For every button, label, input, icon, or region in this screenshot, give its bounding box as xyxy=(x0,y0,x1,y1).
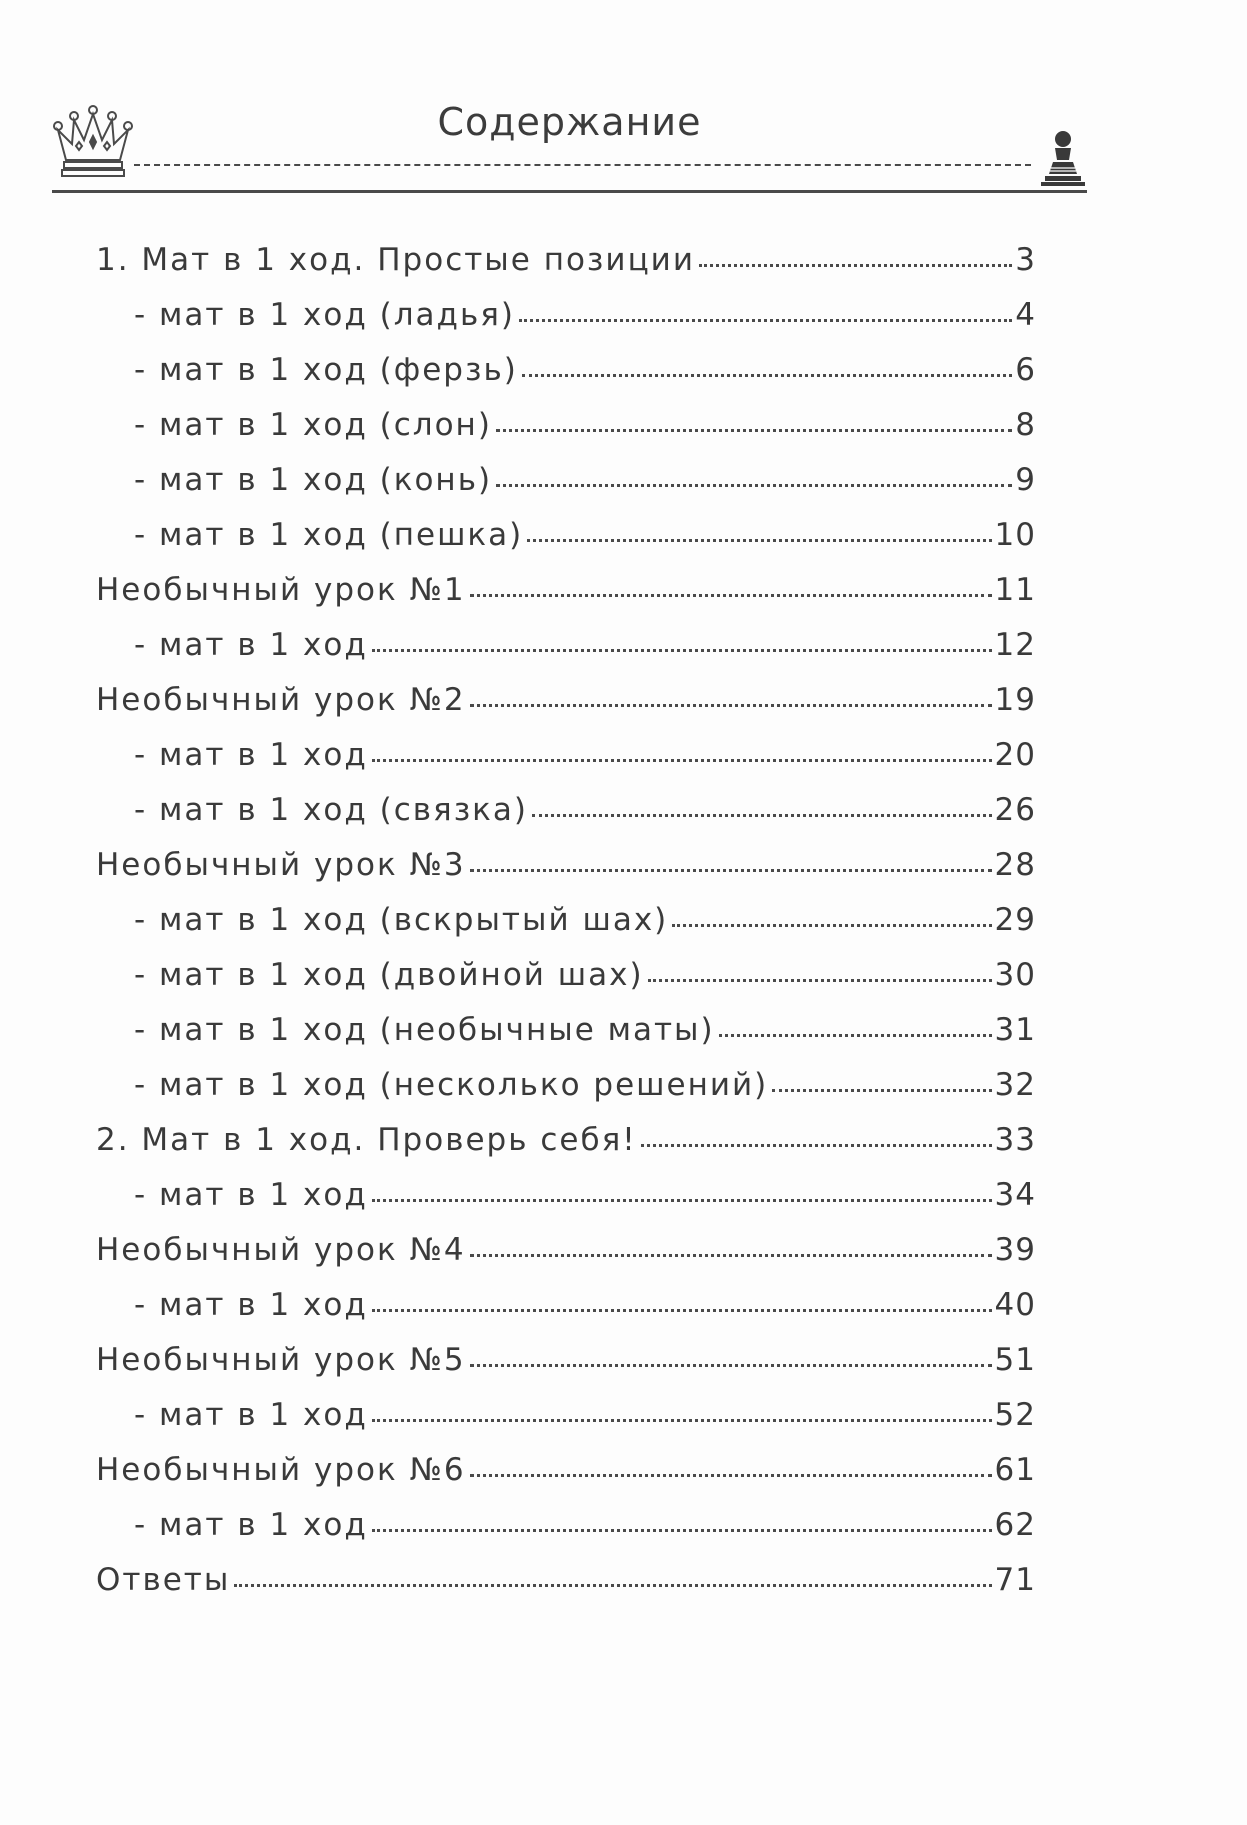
toc-dot-leader xyxy=(496,429,1012,432)
toc-dot-leader xyxy=(641,1144,992,1147)
toc-subentry[interactable] xyxy=(96,407,1036,462)
toc-subentry[interactable] xyxy=(96,517,1036,572)
toc-dot-leader xyxy=(470,1254,992,1257)
toc-entry[interactable] xyxy=(96,847,1036,902)
toc-dot-leader xyxy=(532,814,992,817)
toc-subentry[interactable] xyxy=(96,462,1036,517)
toc-subentry[interactable] xyxy=(96,902,1036,957)
pawn-icon xyxy=(1039,130,1087,186)
toc-dot-leader xyxy=(470,869,992,872)
toc-entry-title: - мат в 1 ход (ладья) xyxy=(134,297,515,333)
toc-entry[interactable] xyxy=(96,1232,1036,1287)
toc-page-number: 33 xyxy=(994,1122,1036,1158)
toc-entry-title: - мат в 1 ход (вскрытый шах) xyxy=(134,902,669,938)
toc-page-number: 39 xyxy=(994,1232,1036,1268)
toc-subentry[interactable] xyxy=(96,1397,1036,1452)
toc-subentry[interactable] xyxy=(96,1012,1036,1067)
toc-entry-title: - мат в 1 ход (пешка) xyxy=(134,517,524,553)
toc-subentry[interactable] xyxy=(96,1507,1036,1562)
toc-entry-title: - мат в 1 ход (двойной шах) xyxy=(134,957,644,993)
toc-entry-title: - мат в 1 ход (слон) xyxy=(134,407,492,443)
toc-dot-leader xyxy=(372,1199,992,1202)
toc-entry-title: - мат в 1 ход xyxy=(134,1287,368,1323)
toc-dot-leader xyxy=(699,264,1012,267)
toc-entry[interactable] xyxy=(96,572,1036,627)
toc-dot-leader xyxy=(522,374,1012,377)
toc-page-number: 20 xyxy=(994,737,1036,773)
toc-entry-title: Ответы xyxy=(96,1562,231,1598)
toc-page-number: 12 xyxy=(994,627,1036,663)
header-solid-rule xyxy=(52,190,1087,193)
toc-page-number: 3 xyxy=(1015,242,1036,278)
toc-page-number: 9 xyxy=(1015,462,1036,498)
toc-dot-leader xyxy=(772,1089,991,1092)
toc-page-number: 19 xyxy=(994,682,1036,718)
toc-subentry[interactable] xyxy=(96,792,1036,847)
toc-subentry[interactable] xyxy=(96,957,1036,1012)
toc-page-number: 26 xyxy=(994,792,1036,828)
toc-page-number: 6 xyxy=(1015,352,1036,388)
toc-entry[interactable] xyxy=(96,682,1036,737)
toc-entry-title: 1. Мат в 1 ход. Простые позиции xyxy=(96,242,695,278)
toc-dot-leader xyxy=(372,1419,992,1422)
toc-entry-title: - мат в 1 ход xyxy=(134,737,368,773)
toc-page-number: 32 xyxy=(994,1067,1036,1103)
toc-page-number: 11 xyxy=(994,572,1036,608)
toc-page-number: 10 xyxy=(994,517,1036,553)
toc-dot-leader xyxy=(496,484,1012,487)
toc-page-number: 71 xyxy=(994,1562,1036,1598)
toc-dot-leader xyxy=(372,1309,992,1312)
toc-dot-leader xyxy=(648,979,992,982)
toc-dot-leader xyxy=(470,594,992,597)
toc-dot-leader xyxy=(234,1584,991,1587)
toc-page-number: 28 xyxy=(994,847,1036,883)
table-of-contents xyxy=(96,242,1036,1617)
toc-page-number: 8 xyxy=(1015,407,1036,443)
toc-dot-leader xyxy=(372,1529,992,1532)
toc-subentry[interactable] xyxy=(96,1287,1036,1342)
toc-entry-title: Необычный урок №3 xyxy=(96,847,466,883)
toc-entry[interactable] xyxy=(96,1342,1036,1397)
toc-entry-title: - мат в 1 ход (конь) xyxy=(134,462,493,498)
toc-subentry[interactable] xyxy=(96,352,1036,407)
header-dashed-rule xyxy=(134,164,1031,166)
toc-dot-leader xyxy=(519,319,1012,322)
toc-entry[interactable] xyxy=(96,1452,1036,1507)
toc-subentry[interactable] xyxy=(96,737,1036,792)
toc-entry-title: Необычный урок №2 xyxy=(96,682,466,718)
toc-page-number: 62 xyxy=(994,1507,1036,1543)
toc-entry-title: - мат в 1 ход xyxy=(134,1397,368,1433)
toc-entry-title: Необычный урок №1 xyxy=(96,572,466,608)
toc-entry[interactable] xyxy=(96,1122,1036,1177)
toc-entry-title: - мат в 1 ход (связка) xyxy=(134,792,528,828)
toc-entry-title: - мат в 1 ход (ферзь) xyxy=(134,352,518,388)
toc-entry-title: - мат в 1 ход xyxy=(134,1177,368,1213)
toc-subentry[interactable] xyxy=(96,627,1036,682)
toc-subentry[interactable] xyxy=(96,1177,1036,1232)
toc-dot-leader xyxy=(527,539,991,542)
toc-entry-title: - мат в 1 ход xyxy=(134,627,368,663)
toc-entry-title: Необычный урок №4 xyxy=(96,1232,466,1268)
toc-page-number: 34 xyxy=(994,1177,1036,1213)
toc-entry[interactable] xyxy=(96,242,1036,297)
toc-entry[interactable] xyxy=(96,1562,1036,1617)
toc-dot-leader xyxy=(470,1364,992,1367)
toc-page-number: 30 xyxy=(994,957,1036,993)
toc-page-number: 31 xyxy=(994,1012,1036,1048)
toc-dot-leader xyxy=(470,704,992,707)
toc-dot-leader xyxy=(719,1034,992,1037)
toc-entry-title: 2. Мат в 1 ход. Проверь себя! xyxy=(96,1122,637,1158)
toc-page-number: 52 xyxy=(994,1397,1036,1433)
toc-entry-title: Необычный урок №5 xyxy=(96,1342,466,1378)
toc-subentry[interactable] xyxy=(96,297,1036,352)
toc-page-number: 4 xyxy=(1015,297,1036,333)
toc-page-number: 29 xyxy=(994,902,1036,938)
toc-dot-leader xyxy=(470,1474,992,1477)
toc-dot-leader xyxy=(372,759,992,762)
toc-entry-title: Необычный урок №6 xyxy=(96,1452,466,1488)
toc-page-number: 51 xyxy=(994,1342,1036,1378)
toc-subentry[interactable] xyxy=(96,1067,1036,1122)
toc-page-number: 40 xyxy=(994,1287,1036,1323)
toc-entry-title: - мат в 1 ход (несколько решений) xyxy=(134,1067,769,1103)
toc-entry-title: - мат в 1 ход (необычные маты) xyxy=(134,1012,715,1048)
toc-dot-leader xyxy=(672,924,991,927)
toc-entry-title: - мат в 1 ход xyxy=(134,1507,368,1543)
toc-dot-leader xyxy=(372,649,992,652)
page-title: Содержание xyxy=(437,100,702,144)
header xyxy=(52,92,1087,202)
toc-page-number: 61 xyxy=(994,1452,1036,1488)
